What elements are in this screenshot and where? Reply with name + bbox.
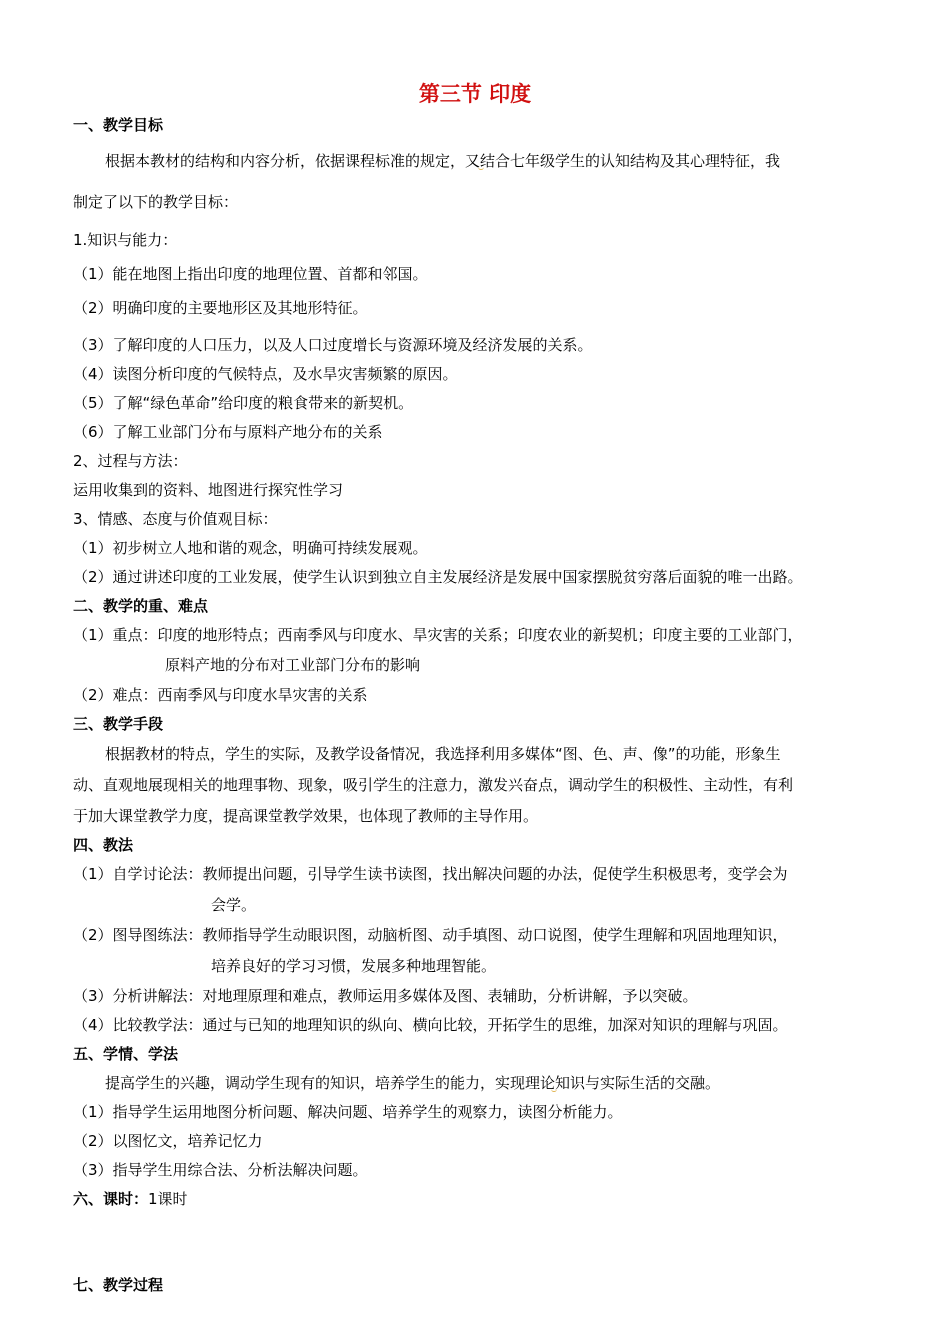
sub-heading: 1.知识与能力：	[73, 231, 178, 249]
list-item: （4）读图分析印度的气候特点，及水旱灾害频繁的原因。	[73, 365, 458, 383]
sub-heading: 2、过程与方法：	[73, 452, 188, 470]
section-heading: 五、学情、学法	[73, 1045, 179, 1063]
list-item: （5）了解“绿色革命”给印度的粮食带来的新契机。	[73, 394, 414, 412]
section-heading: 六、课时：	[73, 1190, 149, 1208]
section-heading: 三、教学手段	[73, 715, 164, 733]
class-hours-value: 1课时	[148, 1190, 188, 1208]
list-item: （3）分析讲解法：对地理原理和难点，教师运用多媒体及图、表辅助，分析讲解，予以突破。	[73, 987, 698, 1005]
list-item: 运用收集到的资料、地图进行探究性学习	[73, 481, 344, 499]
list-item: 原料产地的分布对工业部门分布的影响	[165, 656, 421, 674]
paragraph-line: 于加大课堂教学力度，提高课堂教学效果，也体现了教师的主导作用。	[73, 807, 539, 825]
list-item: （2）以图忆文，培养记忆力	[73, 1132, 263, 1150]
page-title: 第三节 印度	[418, 82, 532, 106]
section-heading: 一、教学目标	[73, 116, 164, 134]
list-item: 会学。	[211, 896, 257, 914]
paragraph-line: 动、直观地展现相关的地理事物、现象，吸引学生的注意力，激发兴奋点，调动学生的积极性、主动性，有利	[73, 776, 794, 794]
paragraph-line: 制定了以下的教学目标：	[73, 193, 239, 211]
list-item: 培养良好的学习习惯，发展多种地理智能。	[211, 957, 497, 975]
paragraph-line: 根据本教材的结构和内容分析，依据课程标准的规定，又结合七年级学生的认知结构及其心理特征，我	[105, 152, 781, 170]
sub-heading: 3、情感、态度与价值观目标：	[73, 510, 278, 528]
class-hours	[73, 1189, 188, 1209]
list-item: （3）指导学生用综合法、分析法解决问题。	[73, 1161, 368, 1179]
list-item: （6）了解工业部门分布与原料产地分布的关系	[73, 423, 383, 441]
list-item: （4）比较教学法：通过与已知的地理知识的纵向、横向比较，开拓学生的思维，加深对知识的理解与巩固。	[73, 1016, 788, 1034]
section-heading: 二、教学的重、难点	[73, 597, 209, 615]
list-item: （1）指导学生运用地图分析问题、解决问题、培养学生的观察力，读图分析能力。	[73, 1103, 623, 1121]
list-item: （3）了解印度的人口压力，以及人口过度增长与资源环境及经济发展的关系。	[73, 336, 593, 354]
paragraph-line: 根据教材的特点，学生的实际，及教学设备情况，我选择利用多媒体“图、色、声、像”的功能，形象生	[105, 745, 781, 763]
list-item: （2）图导图练法：教师指导学生动眼识图，动脑析图、动手填图、动口说图，使学生理解和巩固地理知识，	[73, 926, 788, 944]
paragraph-line: 提高学生的兴趣，调动学生现有的知识，培养学生的能力，实现理论知识与实际生活的交融。	[105, 1074, 721, 1092]
list-item: （2）通过讲述印度的工业发展，使学生认识到独立自主发展经济是发展中国家摆脱贫穷落后面貌的唯一出路。	[73, 568, 803, 586]
list-item: （1）自学讨论法：教师提出问题，引导学生读书读图，找出解决问题的办法，促使学生积极思考，变学会为	[73, 865, 788, 883]
list-item: （2）明确印度的主要地形区及其地形特征。	[73, 299, 368, 317]
list-item: （1）重点：印度的地形特点；西南季风与印度水、旱灾害的关系；印度农业的新契机；印度主要的工业部门，	[73, 626, 803, 644]
section-heading: 四、教法	[73, 836, 134, 854]
section-heading: 七、教学过程	[73, 1276, 164, 1294]
list-item: （1）能在地图上指出印度的地理位置、首都和邻国。	[73, 265, 428, 283]
list-item: （1）初步树立人地和谐的观念，明确可持续发展观。	[73, 539, 428, 557]
list-item: （2）难点：西南季风与印度水旱灾害的关系	[73, 686, 368, 704]
